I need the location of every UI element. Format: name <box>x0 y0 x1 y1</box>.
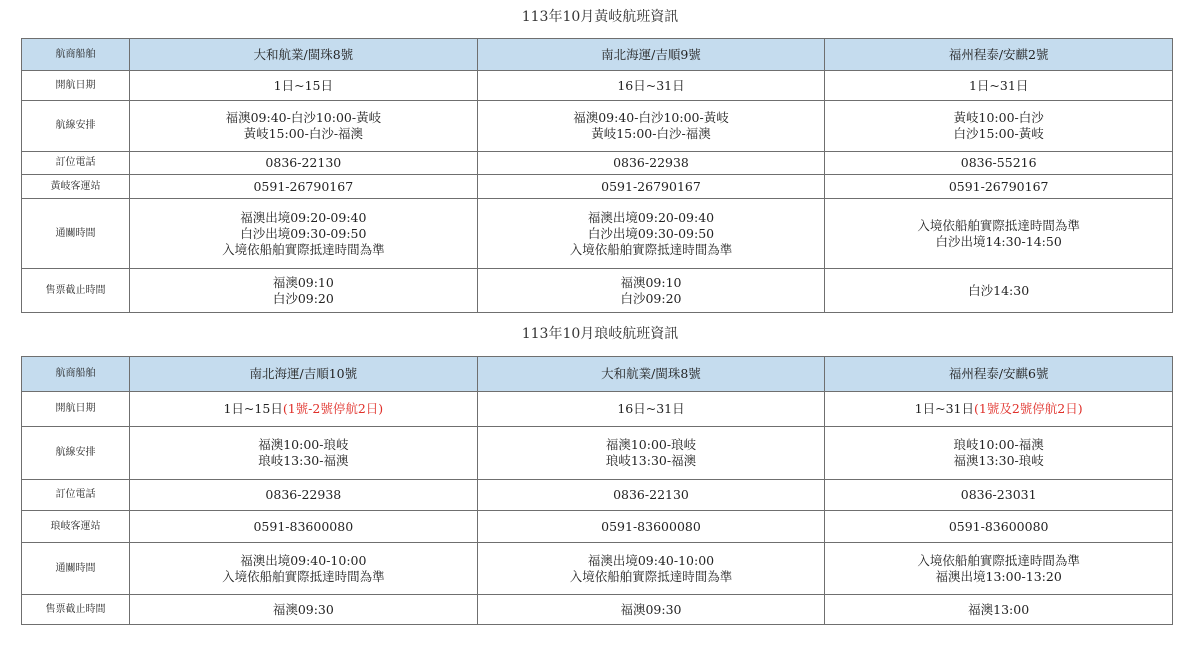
carrier-header: 福州程泰/安麒6號 <box>825 357 1173 392</box>
header-label-carrier: 航商船舶 <box>22 39 130 71</box>
table-row <box>22 392 1173 427</box>
cell-line: 0591-26790167 <box>948 178 1049 194</box>
departure-dates-cell <box>825 392 1173 427</box>
route-cell <box>130 101 478 152</box>
section1-title: 113年10月黃岐航班資訊 <box>521 9 679 25</box>
cell-line: 入境依船舶實際抵達時間為準 <box>917 217 1080 233</box>
ticket-deadline-cell <box>477 269 825 313</box>
cell-line: 0591-83600080 <box>253 518 354 534</box>
row-label-booking-phone: 訂位電話 <box>22 480 130 511</box>
departure-dates-cell <box>130 392 478 427</box>
cell-line: 0836-22938 <box>265 487 342 502</box>
table-row <box>22 269 1173 313</box>
route-cell <box>477 101 825 152</box>
carrier-header: 大和航業/閩珠8號 <box>477 357 825 392</box>
cell-line: 福澳09:30 <box>620 601 682 617</box>
row-label-booking-phone: 訂位電話 <box>22 152 130 175</box>
terminal-phone-cell <box>477 511 825 543</box>
cell-line: 1日~31日 <box>914 401 975 416</box>
cell-line: 福澳13:30-琅岐 <box>953 453 1044 468</box>
cell-line: 0591-26790167 <box>253 178 354 194</box>
departure-dates-cell <box>477 71 825 101</box>
table-row <box>22 101 1173 152</box>
customs-time-cell <box>825 543 1173 595</box>
cell-line: 黃岐15:00-白沙-福澳 <box>591 126 711 141</box>
row-label-route: 航線安排 <box>22 101 130 152</box>
cell-line: 入境依船舶實際抵達時間為準 <box>569 241 733 257</box>
cell-line: 0836-22938 <box>613 155 689 170</box>
departure-dates-cell <box>477 392 825 427</box>
table-row <box>22 595 1173 625</box>
cell-line: 福澳09:10 <box>272 274 334 290</box>
cell-line: 1日~15日 <box>223 401 283 416</box>
row-label-terminal-phone: 黃岐客運站 <box>22 175 130 199</box>
cell-line: 琅岐13:30-福澳 <box>258 453 349 468</box>
table-row <box>22 71 1173 101</box>
cell-line: 黃岐15:00-白沙-福澳 <box>243 126 364 141</box>
carrier-header: 南北海運/吉順9號 <box>477 39 825 71</box>
huangqi-schedule-table <box>21 38 1173 313</box>
cell-line: 0591-26790167 <box>601 178 701 194</box>
cell-line: 福澳出境09:20-09:40 <box>587 209 715 225</box>
cell-line: 福澳13:00 <box>968 601 1030 617</box>
terminal-phone-cell <box>825 175 1173 199</box>
cell-line: 入境依船舶實際抵達時間為準 <box>917 552 1080 568</box>
cell-line: 白沙14:30 <box>968 282 1030 298</box>
ticket-deadline-cell <box>130 595 478 625</box>
table-row <box>22 199 1173 269</box>
cell-line: 入境依船舶實際抵達時間為準 <box>222 568 385 584</box>
cell-line: 入境依船舶實際抵達時間為準 <box>222 241 385 257</box>
section2-title: 113年10月琅岐航班資訊 <box>521 326 679 342</box>
cell-line: 0836-22130 <box>613 487 689 502</box>
cell-line: 白沙出境09:30-09:50 <box>587 225 715 241</box>
cell-line: 白沙09:20 <box>620 290 682 306</box>
cell-line: 16日~31日 <box>617 401 685 416</box>
terminal-phone-cell <box>825 511 1173 543</box>
cell-line: 福澳出境09:40-10:00 <box>240 552 367 568</box>
terminal-phone-cell <box>130 511 478 543</box>
departure-dates-cell <box>825 71 1173 101</box>
suspension-note: (1號及2號停航2日) <box>974 401 1083 416</box>
customs-time-cell <box>825 199 1173 269</box>
cell-line: 16日~31日 <box>617 77 685 93</box>
cell-line: 福澳出境09:40-10:00 <box>587 552 715 568</box>
cell-line: 白沙出境14:30-14:50 <box>935 233 1062 249</box>
cell-line: 白沙15:00-黃岐 <box>953 126 1044 141</box>
table-header-row <box>22 357 1173 392</box>
customs-time-cell <box>130 199 478 269</box>
ticket-deadline-cell <box>130 269 478 313</box>
table-row <box>22 543 1173 595</box>
table-header-row <box>22 39 1173 71</box>
ticket-deadline-cell <box>477 595 825 625</box>
cell-line: 福澳09:10 <box>620 274 682 290</box>
table-row <box>22 152 1173 175</box>
table-row <box>22 175 1173 199</box>
row-label-route: 航線安排 <box>22 427 130 480</box>
table-row <box>22 480 1173 511</box>
cell-line: 福澳出境09:20-09:40 <box>240 209 367 225</box>
cell-line: 福澳09:40-白沙10:00-黃岐 <box>225 110 382 125</box>
booking-phone-cell <box>477 480 825 511</box>
row-label-terminal-phone: 琅岐客運站 <box>22 511 130 543</box>
cell-line: 1日~31日 <box>968 77 1029 93</box>
row-label-departure-dates: 開航日期 <box>22 392 130 427</box>
header-label-carrier: 航商船舶 <box>22 357 130 392</box>
ticket-deadline-cell <box>825 595 1173 625</box>
customs-time-cell <box>477 199 825 269</box>
cell-line: 0836-22130 <box>265 155 342 170</box>
cell-line: 0591-83600080 <box>601 518 701 534</box>
cell-line: 黃岐10:00-白沙 <box>953 110 1044 125</box>
cell-line: 白沙出境09:30-09:50 <box>240 225 367 241</box>
booking-phone-cell <box>825 480 1173 511</box>
ticket-deadline-cell <box>825 269 1173 313</box>
booking-phone-cell <box>825 152 1173 175</box>
carrier-header: 南北海運/吉順10號 <box>130 357 478 392</box>
cell-line: 白沙09:20 <box>272 290 334 306</box>
carrier-header: 大和航業/閩珠8號 <box>130 39 478 71</box>
cell-line: 福澳10:00-琅岐 <box>605 437 697 452</box>
booking-phone-cell <box>130 480 478 511</box>
cell-line: 福澳10:00-琅岐 <box>258 437 349 452</box>
cell-line: 入境依船舶實際抵達時間為準 <box>569 568 733 584</box>
cell-line: 0836-23031 <box>960 487 1037 502</box>
cell-line: 琅岐10:00-福澳 <box>953 437 1044 452</box>
table-row <box>22 511 1173 543</box>
cell-line: 福澳出境13:00-13:20 <box>935 568 1062 584</box>
cell-line: 1日~15日 <box>273 77 333 93</box>
cell-line: 福澳09:30 <box>272 601 334 617</box>
cell-line: 0591-83600080 <box>948 518 1049 534</box>
terminal-phone-cell <box>477 175 825 199</box>
langqi-schedule-table <box>21 356 1173 625</box>
route-cell <box>477 427 825 480</box>
cell-line: 琅岐13:30-福澳 <box>605 453 697 468</box>
customs-time-cell <box>477 543 825 595</box>
customs-time-cell <box>130 543 478 595</box>
row-label-departure-dates: 開航日期 <box>22 71 130 101</box>
cell-line: 0836-55216 <box>960 155 1037 170</box>
carrier-header: 福州程泰/安麒2號 <box>825 39 1173 71</box>
cell-line: 福澳09:40-白沙10:00-黃岐 <box>573 110 729 125</box>
row-label-customs-time: 通關時間 <box>22 543 130 595</box>
row-label-ticket-deadline: 售票截止時間 <box>22 595 130 625</box>
departure-dates-cell <box>130 71 478 101</box>
route-cell <box>825 427 1173 480</box>
suspension-note: (1號-2號停航2日) <box>282 401 384 416</box>
route-cell <box>825 101 1173 152</box>
table-row <box>22 427 1173 480</box>
row-label-customs-time: 通關時間 <box>22 199 130 269</box>
booking-phone-cell <box>477 152 825 175</box>
terminal-phone-cell <box>130 175 478 199</box>
row-label-ticket-deadline: 售票截止時間 <box>22 269 130 313</box>
route-cell <box>130 427 478 480</box>
booking-phone-cell <box>130 152 478 175</box>
